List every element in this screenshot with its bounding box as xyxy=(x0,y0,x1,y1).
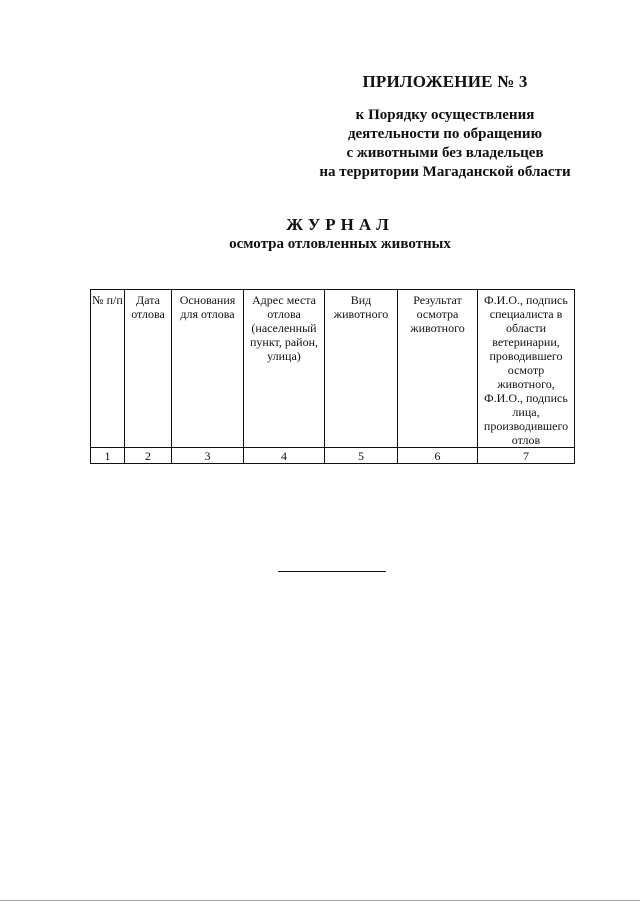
appendix-header xyxy=(300,72,590,182)
journal-heading xyxy=(160,215,520,254)
column-number-5: 5 xyxy=(325,448,398,464)
header-cell-capture-address: Адрес места отлова (населенный пункт, район, улица) xyxy=(244,290,325,448)
journal-title: ЖУРНАЛ xyxy=(286,215,394,234)
closing-rule xyxy=(278,571,386,572)
header-cell-animal-species: Вид животного xyxy=(325,290,398,448)
table-header-row xyxy=(91,290,575,448)
table-row-column-numbers xyxy=(91,448,575,464)
column-number-2: 2 xyxy=(125,448,172,464)
appendix-title: ПРИЛОЖЕНИЕ № 3 xyxy=(362,72,528,91)
appendix-line-2: деятельности по обращению xyxy=(347,126,543,142)
header-cell-inspection-result: Результат осмотра животного xyxy=(398,290,478,448)
header-cell-capture-grounds: Основания для отлова xyxy=(172,290,244,448)
appendix-line-1: к Порядку осуществления xyxy=(355,107,535,123)
column-number-7: 7 xyxy=(478,448,575,464)
appendix-line-3: с животными без владельцев xyxy=(346,145,544,161)
header-cell-capture-date: Дата отлова xyxy=(125,290,172,448)
header-cell-number: № п/п xyxy=(91,290,125,448)
journal-subtitle: осмотра отловленных животных xyxy=(229,236,451,252)
column-number-3: 3 xyxy=(172,448,244,464)
appendix-line-4: на территории Магаданской области xyxy=(319,164,571,180)
scan-edge-line xyxy=(0,900,640,901)
header-cell-signatures: Ф.И.О., подпись специалиста в области ветеринарии, проводившего осмотр животного, Ф.И.О., подпись лица, производившего отлов xyxy=(478,290,575,448)
column-number-6: 6 xyxy=(398,448,478,464)
column-number-4: 4 xyxy=(244,448,325,464)
column-number-1: 1 xyxy=(91,448,125,464)
inspection-log-table xyxy=(90,289,575,464)
